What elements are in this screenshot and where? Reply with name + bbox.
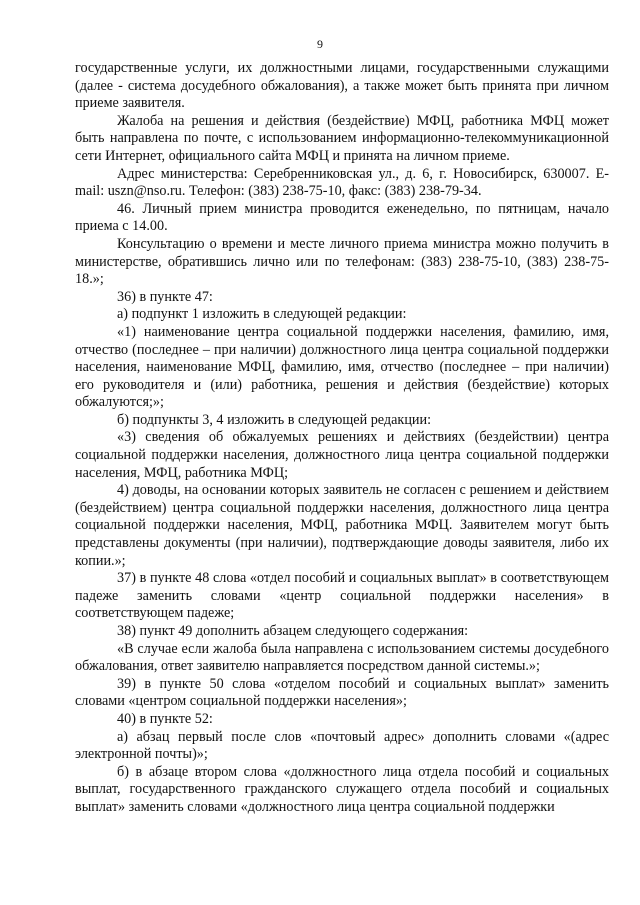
paragraph-subitem-b: б) подпункты 3, 4 изложить в следующей редакции: [117,411,432,428]
paragraph-item-38: 38) пункт 49 дополнить абзацем следующего содержания: [117,623,469,639]
paragraph-item-37: 37) в пункте 48 слова «отдел пособий и социальных выплат» в соответствующем падеже заменить словами «центр социальной поддержки населения» в соответствующем падеже; [75,570,609,622]
paragraph-item-36: 36) в пункте 47: [117,288,213,305]
paragraph-consultation: Консультацию о времени и месте личного приема министра можно получить в министерстве, обратившись лично или по телефонам: (383) 238-75-10, (383) 238-75-18.»; [75,235,609,288]
document-body [75,60,609,817]
paragraph-subitem-a: а) подпункт 1 изложить в следующей редакции: [117,306,407,323]
paragraph-item-40: 40) в пункте 52: [117,710,213,727]
paragraph-item-39: 39) в пункте 50 слова «отделом пособий и социальных выплат» заменить словами «центром социальной поддержки населения»; [75,675,609,710]
paragraph-quote-1: «1) наименование центра социальной поддержки населения, фамилию, имя, отчество (последнее – при наличии) должностного лица центра социальной поддержки населения, наименование МФЦ, фамилию, имя, отчество (последнее – при наличии) его руководителя и (или) работника, решения и действия (бездействие) которых обжалуются;»; [75,323,609,411]
paragraph-item-46: 46. Личный прием министра проводится еженедельно, по пятницам, начало приема с 14.00. [75,200,609,235]
paragraph-complaint-mfc: Жалоба на решения и действия (бездействие) МФЦ, работника МФЦ может быть направлена по почте, с использованием информационно-телекоммуникационной сети Интернет, официального сайта МФЦ и принята на личном приеме. [75,112,609,164]
paragraph-quote-49: «В случае если жалоба была направлена с использованием системы досудебного обжалования, ответ заявителю направляется посредством данной системы.»; [75,640,609,675]
page-number: 9 [317,37,323,51]
paragraph-item-40-b: б) в абзаце втором слова «должностного лица отдела пособий и социальных выплат, государственного гражданского служащего отдела пособий и социальных выплат» заменить словами «должностного лица центра социальной поддержки [75,763,609,815]
paragraph-continuation: государственные услуги, их должностными лицами, государственными служащими (далее - система досудебного обжалования), а также может быть принята при личном приеме заявителя. [75,60,609,112]
paragraph-item-40-a: а) абзац первый после слов «почтовый адрес» дополнить словами «(адрес электронной почты)»; [75,728,609,763]
paragraph-quote-4: 4) доводы, на основании которых заявитель не согласен с решением и действием (бездействием) центра социальной поддержки населения, должностного лица центра социальной поддержки населения, МФЦ, работника МФЦ. Заявителем могут быть представлены документы (при наличии), подтверждающие доводы заявителя, либо их копии.»; [75,482,609,569]
paragraph-quote-3: «3) сведения об обжалуемых решениях и действиях (бездействии) центра социальной поддержки населения, должностного лица центра социальной поддержки населения, МФЦ, работника МФЦ; [75,429,609,481]
paragraph-ministry-address: Адрес министерства: Серебренниковская ул., д. 6, г. Новосибирск, 630007. E-mail: uszn@nso.ru. Телефон: (383) 238-75-10, факс: (383) 238-79-34. [75,165,609,200]
